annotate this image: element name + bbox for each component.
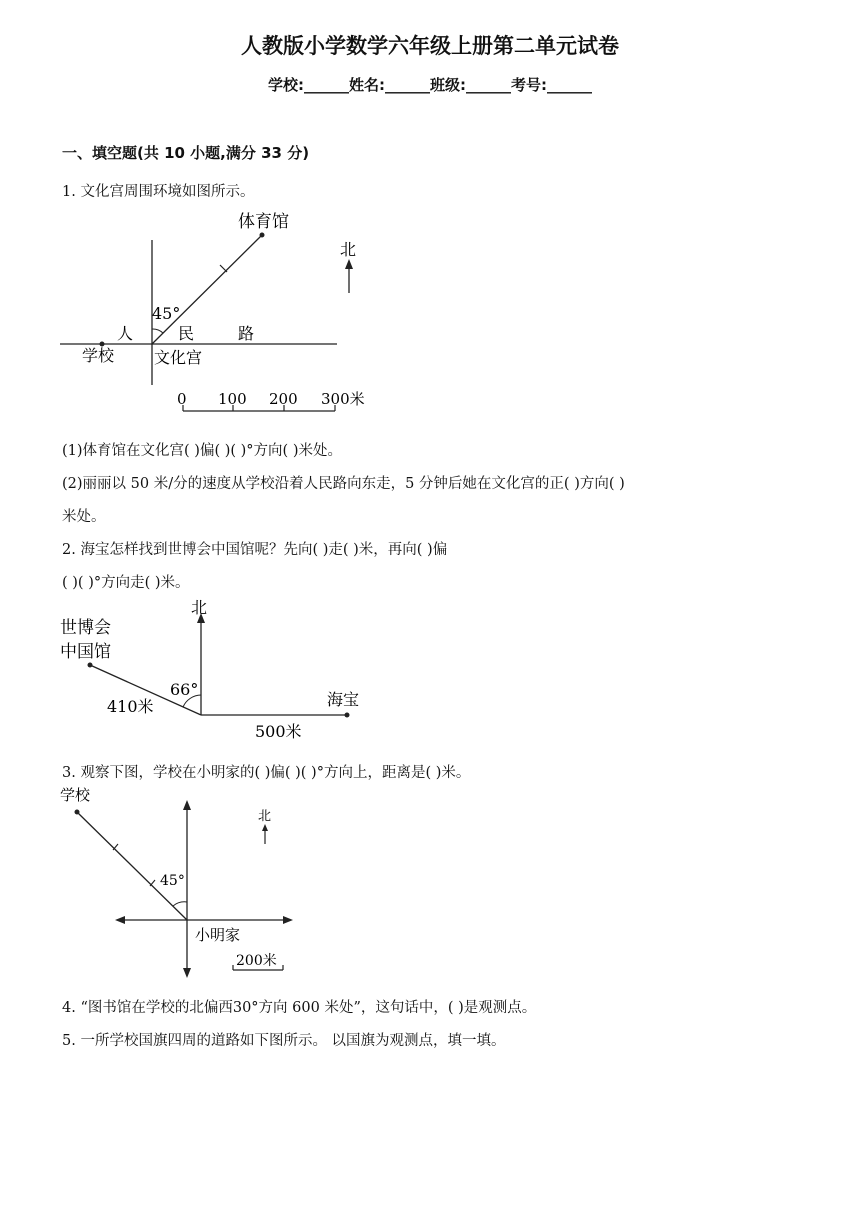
student-info-line: 学校:______姓名:______班级:______考号:______ xyxy=(268,76,592,94)
fig2-distance-1: 410米 xyxy=(107,697,154,716)
fig2-pavilion-label-2: 中国馆 xyxy=(60,642,111,662)
question-3-figure xyxy=(55,784,315,982)
fig1-cultural-palace-label: 文化宫 xyxy=(154,348,203,367)
question-5-stem: 5. 一所学校国旗四周的道路如下图所示。 以国旗为观测点，填一填。 xyxy=(62,1033,506,1049)
question-1-part-1: (1)体育馆在文化宫( )偏( )( )°方向( )米处。 xyxy=(62,443,342,459)
fig1-angle-label: 45° xyxy=(152,304,181,323)
question-4-stem: 4. “图书馆在学校的北偏西30°方向 600 米处”，这句话中，( )是观测点。 xyxy=(62,1000,537,1016)
question-1-stem: 1. 文化宫周围环境如图所示。 xyxy=(62,184,255,200)
question-2-stem: 2. 海宝怎样找到世博会中国馆呢？先向( )走( )米，再向( )偏 xyxy=(62,542,448,558)
fig2-distance-2: 500米 xyxy=(255,722,302,741)
page-title: 人教版小学数学六年级上册第二单元试卷 xyxy=(241,34,619,58)
fig1-stadium-label: 体育馆 xyxy=(238,212,289,232)
fig2-angle-label: 66° xyxy=(170,680,199,699)
fig3-home-label: 小明家 xyxy=(195,926,241,944)
fig1-road-char-1: 人 xyxy=(117,324,134,343)
fig1-scale-100: 100 xyxy=(218,390,247,408)
fig1-road-char-3: 路 xyxy=(238,324,255,343)
fig3-scale-label: 200米 xyxy=(236,953,277,969)
fig2-haibao-label: 海宝 xyxy=(327,690,360,709)
fig1-scale-0: 0 xyxy=(177,390,187,408)
question-1-figure xyxy=(55,205,385,420)
fig2-pavilion-label-1: 世博会 xyxy=(60,618,111,638)
fig1-road-char-2: 民 xyxy=(178,324,195,343)
fig3-north-label: 北 xyxy=(258,809,272,824)
fig1-scale-300: 300米 xyxy=(321,390,365,408)
question-1-part-2: (2)丽丽以 50 米/分的速度从学校沿着人民路向东走，5 分钟后她在文化宫的正( )方向( ) xyxy=(62,476,625,492)
fig2-north-label: 北 xyxy=(191,598,208,617)
section-heading: 一、填空题(共 10 小题,满分 33 分) xyxy=(62,144,310,162)
fig1-north-label: 北 xyxy=(340,240,357,259)
fig3-school-label: 学校 xyxy=(60,786,91,804)
question-1-part-2-cont: 米处。 xyxy=(62,509,106,525)
question-2-stem-cont: ( )( )°方向走( )米。 xyxy=(62,575,190,591)
fig3-angle-label: 45° xyxy=(160,873,185,889)
question-2-figure xyxy=(55,595,385,745)
fig1-scale-200: 200 xyxy=(269,390,298,408)
fig1-school-label: 学校 xyxy=(82,346,115,365)
question-3-stem: 3. 观察下图，学校在小明家的( )偏( )( )°方向上，距离是( )米。 xyxy=(62,765,471,781)
